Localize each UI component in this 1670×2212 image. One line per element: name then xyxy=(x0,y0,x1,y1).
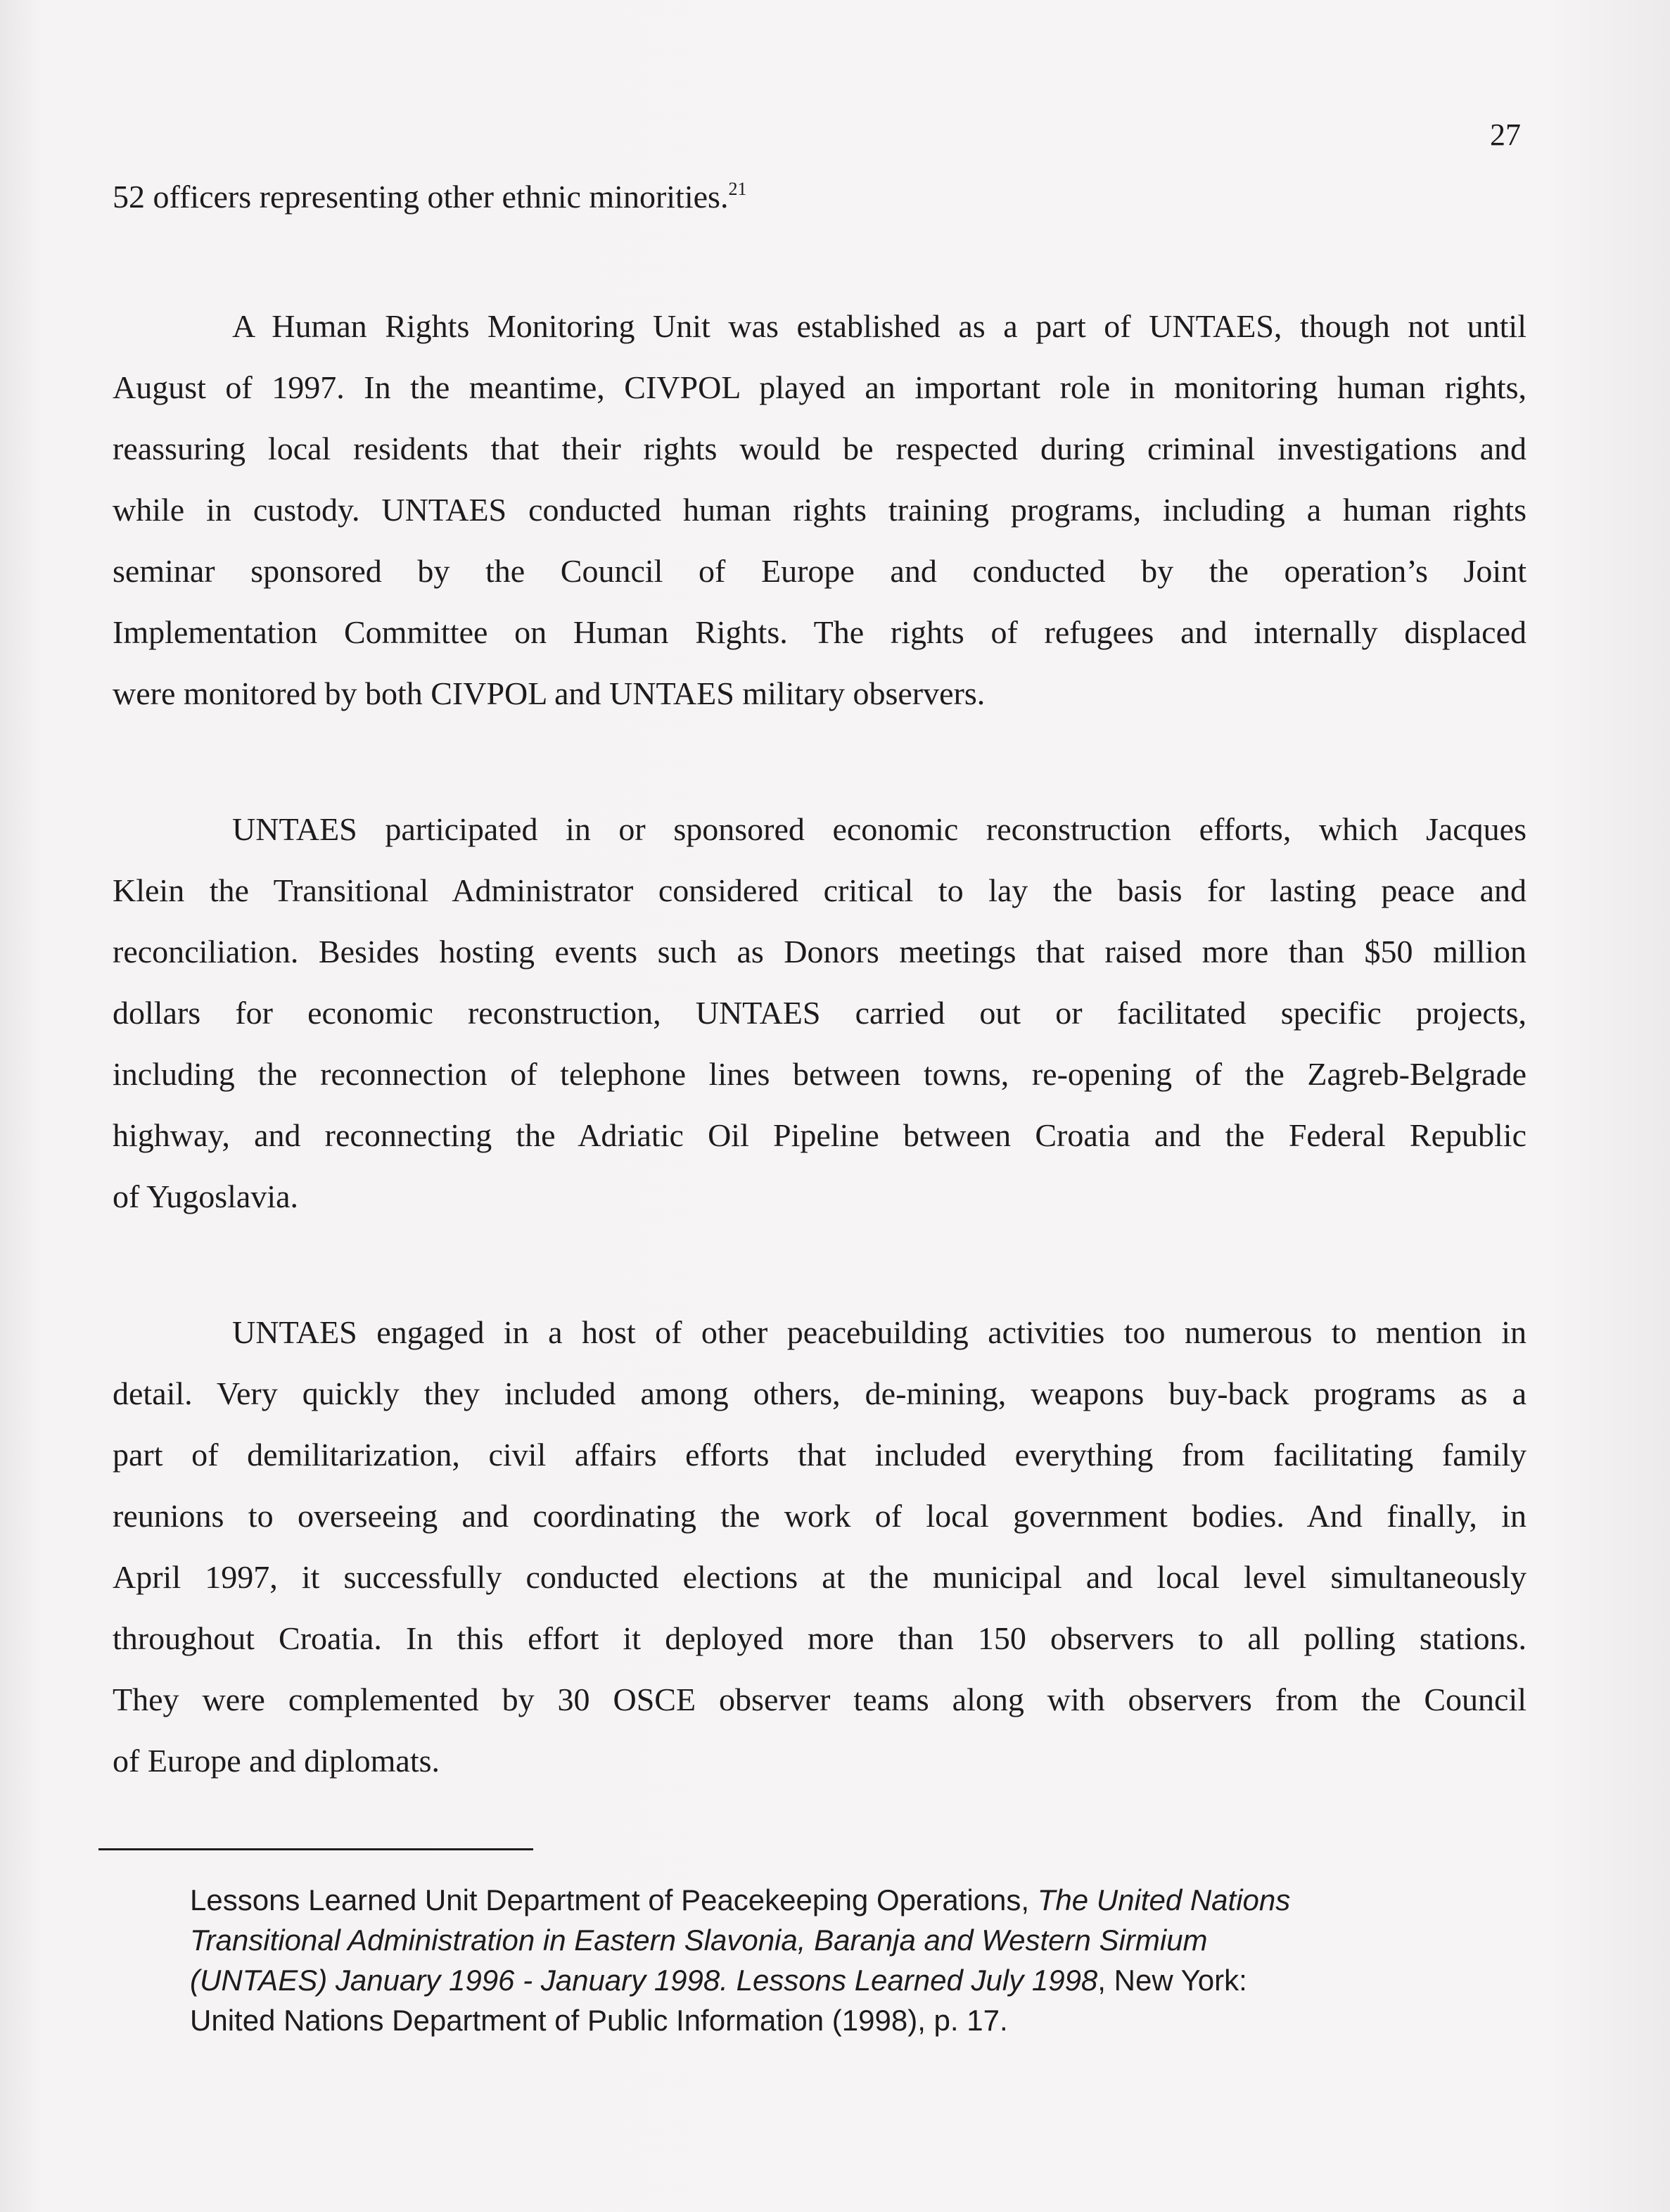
text-line: while in custody. UNTAES conducted human rights training programs, including a human rights xyxy=(113,492,1526,528)
footnote-title-text: Transitional Administration in Eastern Slavonia, Baranja and Western Sirmium xyxy=(190,1924,1208,1957)
text-line: including the reconnection of telephone lines between towns, re-opening of the Zagreb-Belgrade xyxy=(113,1056,1526,1092)
footnote-text: , New York: xyxy=(1097,1964,1247,1997)
footnote-line xyxy=(190,1920,1449,1960)
text-line: seminar sponsored by the Council of Europe and conducted by the operation’s Joint xyxy=(113,553,1526,589)
text-line: April 1997, it successfully conducted elections at the municipal and local level simultaneously xyxy=(113,1559,1526,1595)
footnote-title-text: (UNTAES) January 1996 - January 1998. Lessons Learned July 1998 xyxy=(190,1964,1098,1997)
text-line: of Yugoslavia. xyxy=(113,1178,299,1214)
footnote-title-text: The United Nations xyxy=(1037,1883,1291,1917)
text-line: Implementation Committee on Human Rights. The rights of refugees and internally displaced xyxy=(113,614,1526,650)
paragraph-peacebuilding xyxy=(113,1302,1526,1791)
footnote-text: United Nations Department of Public Information (1998), p. 17. xyxy=(190,2004,1008,2037)
text-line: throughout Croatia. In this effort it deployed more than 150 observers to all polling stations. xyxy=(113,1620,1526,1656)
text-line: detail. Very quickly they included among others, de-mining, weapons buy-back programs as a xyxy=(113,1375,1526,1411)
paragraph-continuation xyxy=(113,166,1526,227)
text-line: highway, and reconnecting the Adriatic Oil Pipeline between Croatia and the Federal Republic xyxy=(113,1117,1526,1153)
text-line: August of 1997. In the meantime, CIVPOL played an important role in monitoring human rights, xyxy=(113,369,1526,405)
text-line: UNTAES participated in or sponsored economic reconstruction efforts, which Jacques xyxy=(232,811,1526,847)
footnote-line xyxy=(190,2000,1449,2040)
text-line xyxy=(113,166,1526,227)
text-line: UNTAES engaged in a host of other peacebuilding activities too numerous to mention in xyxy=(232,1314,1526,1350)
text-line: reunions to overseeing and coordinating the work of local government bodies. And finally, in xyxy=(113,1498,1526,1534)
footnote-divider xyxy=(98,1848,533,1850)
paragraph-human-rights xyxy=(113,295,1526,724)
text-line: of Europe and diplomats. xyxy=(113,1743,440,1779)
text-line: A Human Rights Monitoring Unit was established as a part of UNTAES, though not until xyxy=(232,308,1526,344)
text-line: reassuring local residents that their rights would be respected during criminal investigations and xyxy=(113,431,1526,466)
footnote-line xyxy=(190,1960,1449,2000)
footnote xyxy=(190,1880,1449,2040)
text-line: reconciliation. Besides hosting events such as Donors meetings that raised more than $50 million xyxy=(113,934,1526,970)
text-line-content: 52 officers representing other ethnic minorities. xyxy=(113,179,729,215)
footnote-line xyxy=(190,1880,1449,1920)
text-line: dollars for economic reconstruction, UNTAES carried out or facilitated specific projects, xyxy=(113,995,1526,1031)
footnote-reference: 21 xyxy=(728,179,747,199)
footnote-text: Lessons Learned Unit Department of Peacekeeping Operations, xyxy=(190,1883,1038,1917)
text-line: were monitored by both CIVPOL and UNTAES military observers. xyxy=(113,675,986,711)
page-number: 27 xyxy=(1490,117,1521,152)
text-line: They were complemented by 30 OSCE observer teams along with observers from the Council xyxy=(113,1682,1526,1717)
text-line: Klein the Transitional Administrator considered critical to lay the basis for lasting peace and xyxy=(113,872,1526,908)
paragraph-economic-reconstruction xyxy=(113,799,1526,1227)
text-line: part of demilitarization, civil affairs efforts that included everything from facilitating family xyxy=(113,1437,1526,1473)
